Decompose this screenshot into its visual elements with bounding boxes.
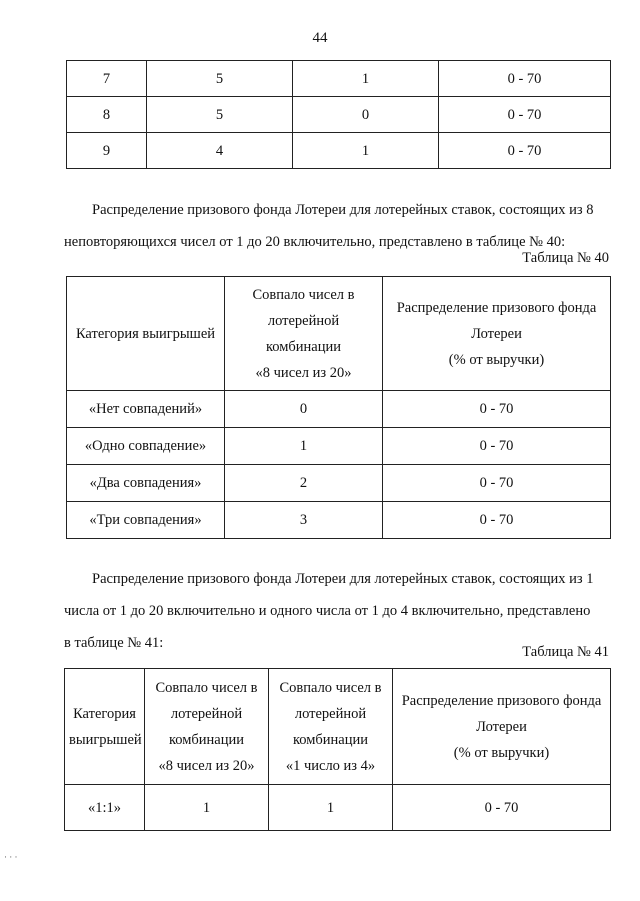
header-cell-matched-numbers-4 bbox=[269, 669, 393, 785]
table-cell: «Три совпадения» bbox=[67, 502, 225, 539]
paragraph-table-40-intro bbox=[64, 194, 610, 258]
table-cell: 7 bbox=[67, 61, 147, 97]
table-cell: «Нет совпадений» bbox=[67, 391, 225, 428]
header-line: Лотереи bbox=[476, 718, 527, 735]
header-line: лотерейной bbox=[170, 705, 243, 722]
header-line: комбинации bbox=[168, 731, 245, 748]
header-cell-matched-numbers bbox=[225, 277, 383, 391]
header-line: Совпало чисел в bbox=[252, 286, 355, 303]
table-41 bbox=[64, 668, 611, 831]
paragraph-line: числа от 1 до 20 включительно и одного числа от 1 до 4 включительно, представлено bbox=[64, 603, 591, 619]
table-cell: 3 bbox=[225, 502, 383, 539]
header-line: «1 число из 4» bbox=[285, 757, 376, 774]
table-cell: 0 - 70 bbox=[439, 97, 611, 133]
table-cell: 8 bbox=[67, 97, 147, 133]
table-cell: 1 bbox=[293, 61, 439, 97]
table-row bbox=[67, 97, 611, 133]
paragraph-line: Распределение призового фонда Лотереи для лотерейных ставок, состоящих из 8 bbox=[92, 202, 594, 218]
header-cell-matched-numbers-20 bbox=[145, 669, 269, 785]
paragraph-line: Распределение призового фонда Лотереи для лотерейных ставок, состоящих из 1 bbox=[92, 571, 594, 587]
header-cell-prize-distribution bbox=[393, 669, 611, 785]
table-cell: «1:1» bbox=[65, 785, 145, 831]
table-cell: 0 - 70 bbox=[383, 428, 611, 465]
table-cell: 1 bbox=[269, 785, 393, 831]
header-line: Категория выигрышей bbox=[75, 325, 216, 342]
table-header-row bbox=[65, 669, 611, 785]
header-line: «8 чисел из 20» bbox=[158, 757, 255, 774]
scan-corner-mark: · · · bbox=[4, 852, 18, 862]
table-cell: 0 bbox=[225, 391, 383, 428]
header-line: Лотереи bbox=[471, 325, 522, 342]
table-cell: 2 bbox=[225, 465, 383, 502]
table-cell: 1 bbox=[225, 428, 383, 465]
table-cell: 0 - 70 bbox=[383, 391, 611, 428]
header-line: «8 чисел из 20» bbox=[255, 364, 352, 381]
header-line: Распределение призового фонда bbox=[396, 299, 597, 316]
header-line: комбинации bbox=[292, 731, 369, 748]
table-row bbox=[67, 61, 611, 97]
table-cell: 0 - 70 bbox=[383, 465, 611, 502]
page-number: 44 bbox=[312, 30, 328, 46]
table-41-caption: Таблица № 41 bbox=[522, 644, 609, 660]
header-line: (% от выручки) bbox=[453, 744, 550, 761]
header-line: Распределение призового фонда bbox=[401, 692, 602, 709]
header-cell-prize-distribution bbox=[383, 277, 611, 391]
paragraph-line: неповторяющихся чисел от 1 до 20 включительно, представлено в таблице № 40: bbox=[64, 234, 566, 250]
table-row bbox=[67, 428, 611, 465]
header-line: лотерейной bbox=[267, 312, 340, 329]
table-cell: 0 bbox=[293, 97, 439, 133]
table-cell: 0 - 70 bbox=[439, 61, 611, 97]
table-cell: «Одно совпадение» bbox=[67, 428, 225, 465]
continuation-table bbox=[66, 60, 611, 169]
table-cell: «Два совпадения» bbox=[67, 465, 225, 502]
paragraph-line: в таблице № 41: bbox=[64, 635, 164, 651]
table-40-caption: Таблица № 40 bbox=[522, 250, 609, 266]
table-row bbox=[67, 502, 611, 539]
header-line: Категория bbox=[73, 705, 136, 722]
header-line: выигрышей bbox=[69, 731, 142, 748]
header-cell-category bbox=[65, 669, 145, 785]
table-cell: 5 bbox=[147, 61, 293, 97]
table-cell: 4 bbox=[147, 133, 293, 169]
table-cell: 1 bbox=[145, 785, 269, 831]
table-cell: 5 bbox=[147, 97, 293, 133]
table-row bbox=[65, 785, 611, 831]
table-cell: 0 - 70 bbox=[439, 133, 611, 169]
table-cell: 9 bbox=[67, 133, 147, 169]
table-cell: 0 - 70 bbox=[393, 785, 611, 831]
table-row bbox=[67, 391, 611, 428]
table-cell: 0 - 70 bbox=[383, 502, 611, 539]
header-line: лотерейной bbox=[294, 705, 367, 722]
header-cell-category bbox=[67, 277, 225, 391]
table-row bbox=[67, 465, 611, 502]
header-line: Совпало чисел в bbox=[279, 679, 382, 696]
table-40 bbox=[66, 276, 611, 539]
header-line: Совпало чисел в bbox=[155, 679, 258, 696]
header-line: (% от выручки) bbox=[448, 351, 545, 368]
table-cell: 1 bbox=[293, 133, 439, 169]
header-line: комбинации bbox=[265, 338, 342, 355]
table-row bbox=[67, 133, 611, 169]
table-header-row bbox=[67, 277, 611, 391]
